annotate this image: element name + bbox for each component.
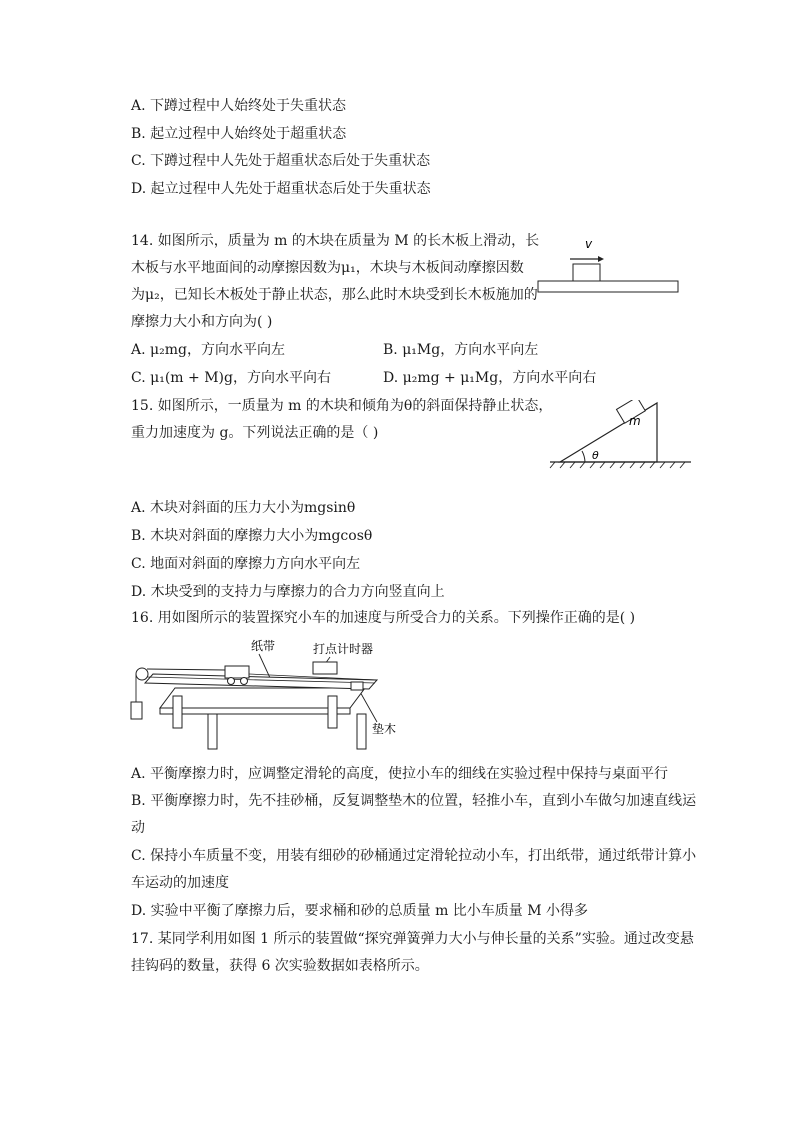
velocity-label: v — [585, 237, 593, 251]
q13-option-a: A. 下蹲过程中人始终处于失重状态 — [131, 98, 347, 114]
velocity-arrowhead — [598, 256, 604, 262]
q14-stem-line-4: 摩擦力大小和方向为( ) — [131, 314, 273, 330]
q15-option-b: B. 木块对斜面的摩擦力大小为mgcosθ — [131, 528, 373, 544]
q14-stem-line-1: 14. 如图所示，质量为 m 的木块在质量为 M 的长木板上滑动，长 — [131, 233, 540, 249]
table-leg-back-right — [328, 696, 337, 728]
q13-option-b: B. 起立过程中人始终处于超重状态 — [131, 126, 347, 142]
string — [147, 669, 225, 670]
q14-option-c: C. μ₁(m + M)g，方向水平向右 — [131, 370, 331, 386]
q16-stem: 16. 用如图所示的装置探究小车的加速度与所受合力的关系。下列操作正确的是( ) — [131, 610, 636, 626]
q15-option-d: D. 木块受到的支持力与摩擦力的合力方向竖直向上 — [131, 584, 445, 600]
timer — [313, 662, 337, 674]
q14-option-b: B. μ₁Mg，方向水平向左 — [383, 342, 539, 358]
q16-option-b: B. 平衡摩擦力时，先不挂砂桶，反复调整垫木的位置，轻推小车，直到小车做匀加速直线运 — [131, 793, 697, 809]
block-m — [573, 264, 600, 281]
q14-board-block-figure — [530, 232, 690, 302]
sand-bucket — [131, 702, 142, 719]
cart-wheel-front — [241, 678, 248, 685]
q17-stem-line-1: 17. 某同学利用如图 1 所示的装置做“探究弹簧弹力大小与伸长量的关系”实验。通过改变悬 — [131, 931, 694, 947]
q13-option-c: C. 下蹲过程中人先处于超重状态后处于失重状态 — [131, 153, 431, 169]
pulley — [136, 668, 148, 680]
q15-incline-figure — [545, 400, 695, 470]
tape-label: 纸带 — [251, 639, 276, 653]
q14-stem-line-2: 木板与水平地面间的动摩擦因数为μ₁，木块与木板间动摩擦因数 — [131, 260, 524, 276]
q15-stem-line-2: 重力加速度为 g。下列说法正确的是（ ) — [131, 425, 379, 441]
q13-option-d: D. 起立过程中人先处于超重状态后处于失重状态 — [131, 181, 431, 197]
q15-stem-line-1: 15. 如图所示，一质量为 m 的木块和倾角为θ的斜面保持静止状态， — [131, 398, 553, 414]
q15-option-c: C. 地面对斜面的摩擦力方向水平向左 — [131, 556, 361, 572]
angle-label: θ — [592, 449, 599, 462]
q16-option-d: D. 实验中平衡了摩擦力后，要求桶和砂的总质量 m 比小车质量 M 小得多 — [131, 903, 589, 919]
ground-hatching — [550, 462, 685, 468]
cart-wheel-rear — [228, 678, 235, 685]
mass-label: m — [629, 414, 641, 428]
q17-stem-line-2: 挂钩码的数量，获得 6 次实验数据如表格所示。 — [131, 958, 429, 974]
table-leg-front-left — [208, 714, 217, 749]
q16-option-b-cont: 动 — [131, 820, 145, 836]
table-edge — [160, 708, 350, 714]
table-leg-back-left — [173, 696, 182, 728]
q15-option-a: A. 木块对斜面的压力大小为mgsinθ — [131, 500, 356, 516]
wedge-block — [351, 682, 363, 690]
cart — [225, 666, 249, 678]
track-board — [145, 674, 377, 689]
timer-label: 打点计时器 — [313, 642, 374, 656]
q14-stem-line-3: 为μ₂，已知长木板处于静止状态，那么此时木块受到长木板施加的 — [131, 287, 538, 303]
long-board-M — [538, 281, 678, 292]
table-leg-front-right — [357, 714, 366, 749]
tape-leader — [259, 654, 271, 680]
q14-option-d: D. μ₂mg + μ₁Mg，方向水平向右 — [383, 370, 597, 386]
q14-option-a: A. μ₂mg，方向水平向左 — [131, 342, 285, 358]
block-label: 垫木 — [372, 722, 397, 736]
q16-option-c: C. 保持小车质量不变，用装有细砂的砂桶通过定滑轮拉动小车，打出纸带，通过纸带计算小 — [131, 848, 697, 864]
q16-option-c-cont: 车运动的加速度 — [131, 875, 229, 891]
q16-option-a: A. 平衡摩擦力时，应调整定滑轮的高度，使拉小车的细线在实验过程中保持与桌面平行 — [131, 766, 669, 782]
q16-apparatus-figure — [125, 636, 415, 756]
